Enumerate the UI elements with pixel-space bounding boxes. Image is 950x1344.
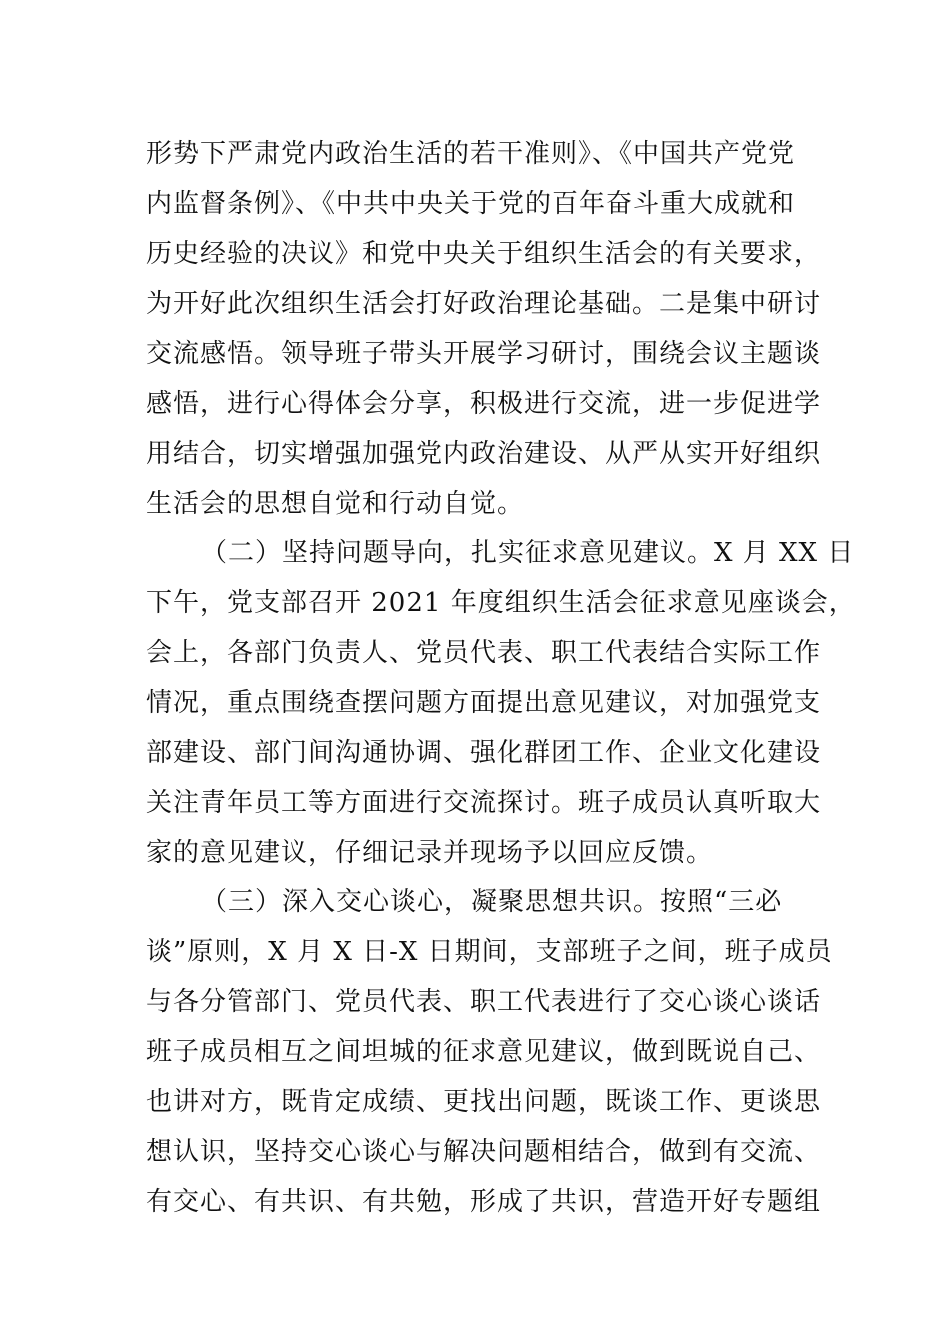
paragraph-1-line-6: 感悟，进行心得体会分享，积极进行交流，进一步促进学: [146, 389, 822, 419]
paragraph-2-line-2: 下午，党支部召开 2021 年度组织生活会征求意见座谈会，: [146, 588, 856, 618]
paragraph-2-line-4: 情况，重点围绕查摆问题方面提出意见建议，对加强党支: [146, 688, 822, 718]
paragraph-3-line-3: 与各分管部门、党员代表、职工代表进行了交心谈心谈话: [146, 987, 822, 1017]
paragraph-1-line-7: 用结合，切实增强加强党内政治建设、从严从实开好组织: [146, 439, 822, 469]
paragraph-1-line-4: 为开好此次组织生活会打好政治理论基础。二是集中研讨: [146, 289, 822, 319]
paragraph-3-line-5: 也讲对方，既肯定成绩、更找出问题，既谈工作、更谈思: [146, 1087, 822, 1117]
paragraph-1-line-3: 历史经验的决议》和党中央关于组织生活会的有关要求，: [146, 239, 822, 269]
paragraph-1-line-5: 交流感悟。领导班子带头开展学习研讨，围绕会议主题谈: [146, 339, 822, 369]
paragraph-1-line-8: 生活会的思想自觉和行动自觉。: [146, 489, 525, 519]
paragraph-2-line-6: 关注青年员工等方面进行交流探讨。班子成员认真听取大: [146, 788, 822, 818]
paragraph-2-line-7: 家的意见建议，仔细记录并现场予以回应反馈。: [146, 838, 714, 868]
paragraph-3-line-1: （三）深入交心谈心，凝聚思想共识。按照“三必: [201, 887, 783, 917]
paragraph-3-line-2: 谈”原则，X 月 X 日-X 日期间，支部班子之间，班子成员: [146, 937, 833, 967]
paragraph-3-line-4: 班子成员相互之间坦城的征求意见建议，做到既说自己、: [146, 1037, 822, 1067]
paragraph-3-line-6: 想认识，坚持交心谈心与解决问题相结合，做到有交流、: [146, 1137, 822, 1167]
paragraph-2-line-1: （二）坚持问题导向，扎实征求意见建议。X 月 XX 日: [201, 538, 855, 568]
paragraph-3-line-7: 有交心、有共识、有共勉，形成了共识，营造开好专题组: [146, 1187, 822, 1217]
paragraph-2-line-3: 会上，各部门负责人、党员代表、职工代表结合实际工作: [146, 638, 822, 668]
paragraph-2-line-5: 部建设、部门间沟通协调、强化群团工作、企业文化建设: [146, 738, 822, 768]
paragraph-1-line-2: 内监督条例》、《中共中央关于党的百年奋斗重大成就和: [146, 189, 796, 219]
paragraph-1-line-1: 形势下严肃党内政治生活的若干准则》、《中国共产党党: [146, 139, 796, 169]
